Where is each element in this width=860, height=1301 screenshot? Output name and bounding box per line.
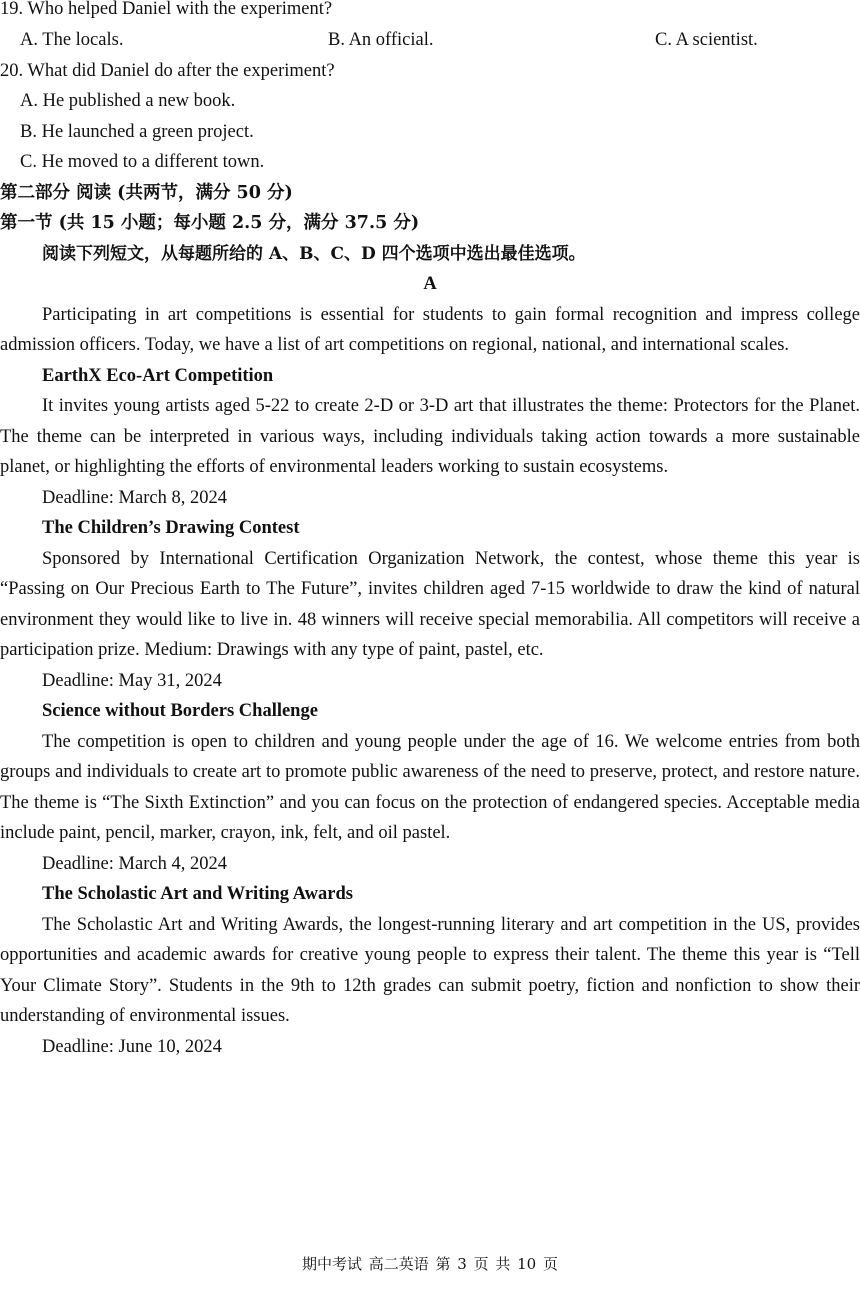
- competition-description: The Scholastic Art and Writing Awards, the longest-running literary and art competition in the US, provides opportunities and academic awards for creative young people to express their talent. The theme this year is “Tell Your Climate Story”. Students in the 9th to 12th grades can submit poetry, fiction and nonfiction to show their understanding of environmental issues.: [0, 914, 860, 1026]
- question-19-option-a: A. The locals.: [20, 29, 124, 50]
- question-19-stem: 19. Who helped Daniel with the experiment?: [0, 0, 333, 19]
- part-title: 第二部分 阅读 (共两节，满分 50 分): [0, 182, 293, 203]
- page-footer: 期中考试 高二英语 第 3 页 共 10 页: [301, 1255, 558, 1273]
- competition-description: It invites young artists aged 5-22 to create 2-D or 3-D art that illustrates the theme: Protectors for the Planet. The theme can be interpreted in various ways, including individuals taking action towards a more sustainable planet, or highlighting the efforts of environmental leaders working to sustain ecosystems.: [0, 396, 860, 477]
- competition-description: Sponsored by International Certification Organization Network, the contest, whose theme this year is “Passing on Our Precious Earth to The Future”, invites children aged 7-15 worldwide to draw the kind of natural environment they would like to live in. 48 winners will receive special memorabilia. All competitors will receive a participation prize. Medium: Drawings with any type of paint, pastel, etc.: [0, 548, 860, 660]
- question-20-stem: 20. What did Daniel do after the experiment?: [0, 60, 335, 81]
- question-20-option-b: B. He launched a green project.: [20, 121, 254, 142]
- competition-heading: The Scholastic Art and Writing Awards: [42, 884, 353, 904]
- competition-deadline: Deadline: May 31, 2024: [42, 670, 222, 691]
- competition-heading: The Children’s Drawing Contest: [42, 518, 300, 538]
- passage-intro: Participating in art competitions is essential for students to gain formal recognition and impress college admission officers. Today, we have a list of art competitions on regional, national, and international scales.: [0, 304, 860, 355]
- question-19-option-c: C. A scientist.: [655, 29, 758, 50]
- section-instruction: 阅读下列短文，从每题所给的 A、B、C、D 四个选项中选出最佳选项。: [42, 243, 586, 264]
- question-19-options: [0, 25, 860, 56]
- question-20-option-c: C. He moved to a different town.: [20, 152, 265, 172]
- question-20-option-a: A. He published a new book.: [20, 91, 236, 111]
- competition-deadline: Deadline: June 10, 2024: [42, 1036, 222, 1057]
- section-subtitle: 第一节 (共 15 小题；每小题 2.5 分，满分 37.5 分): [0, 213, 420, 233]
- passage-letter: A: [423, 274, 437, 294]
- competition-deadline: Deadline: March 4, 2024: [42, 853, 227, 874]
- competition-description: The competition is open to children and young people under the age of 16. We welcome entries from both groups and individuals to create art to promote public awareness of the need to preserve, protect, and restore nature. The theme is “The Sixth Extinction” and you can focus on the protection of endangered species. Acceptable media include paint, pencil, marker, crayon, ink, felt, and oil pastel.: [0, 731, 860, 843]
- competition-heading: EarthX Eco-Art Competition: [42, 365, 274, 386]
- competition-heading: Science without Borders Challenge: [42, 701, 318, 721]
- question-19-option-b: B. An official.: [328, 29, 434, 50]
- competition-deadline: Deadline: March 8, 2024: [42, 487, 227, 508]
